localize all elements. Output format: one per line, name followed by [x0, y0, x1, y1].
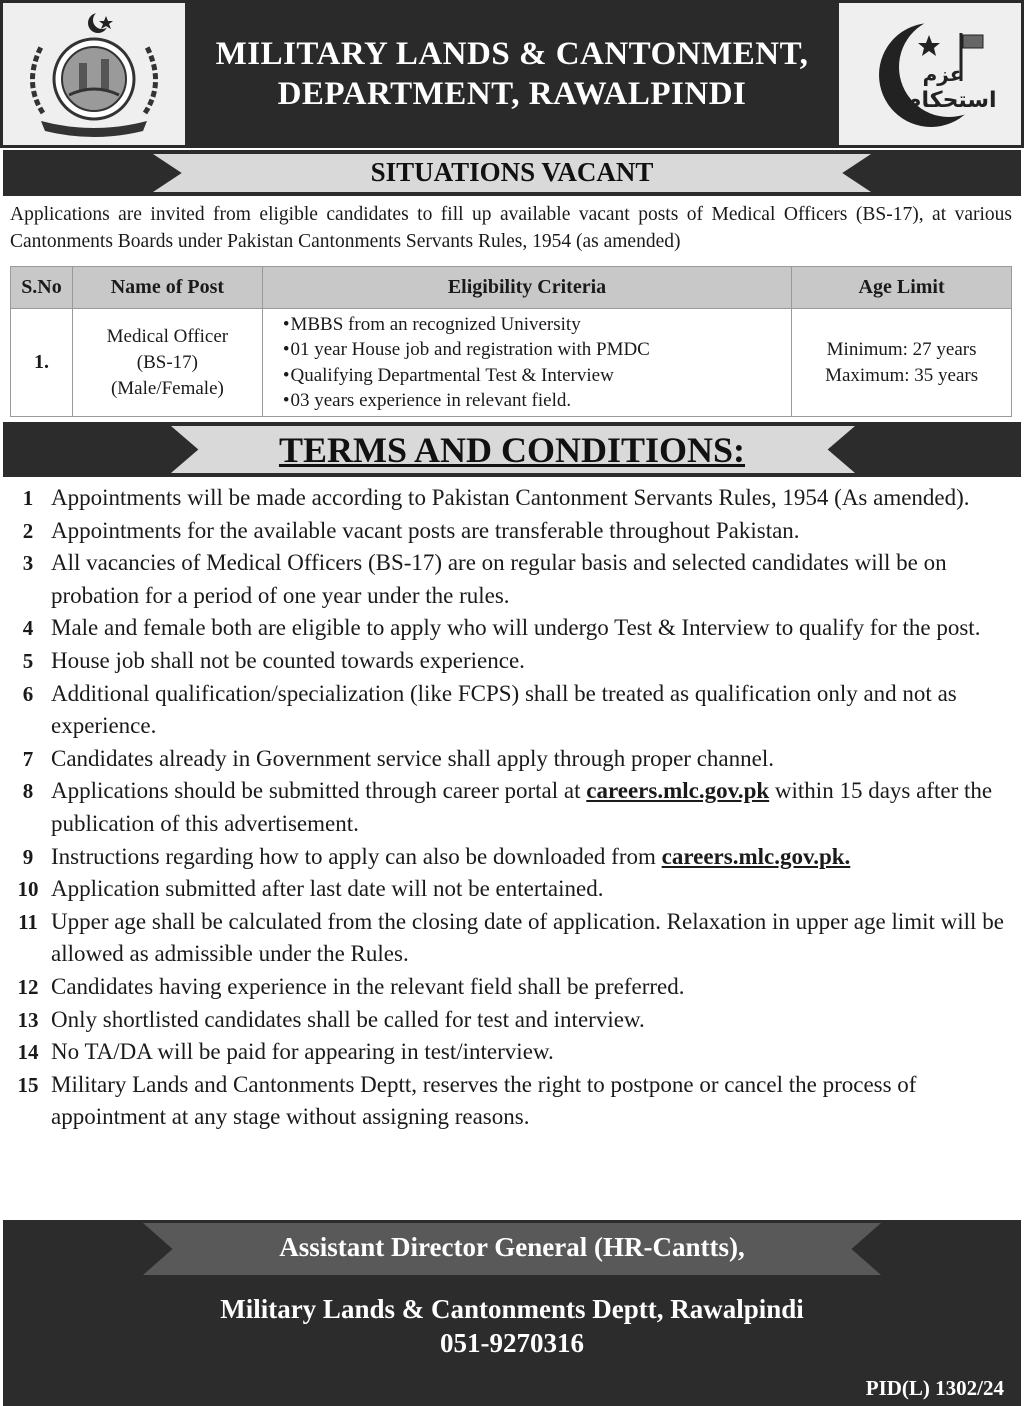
- list-item: [5, 1069, 1019, 1134]
- eligibility-item: • 01 year House job and registration with PMDC: [283, 337, 791, 363]
- term-text: No TA/DA will be paid for appearing in test/interview.: [51, 1039, 554, 1065]
- term-text: Candidates having experience in the relevant field shall be preferred.: [51, 973, 685, 999]
- cell-post: [72, 309, 262, 417]
- list-item: [5, 1036, 1019, 1069]
- pid-reference: PID(L) 1302/24: [865, 1376, 1004, 1400]
- term-number: 13: [17, 1007, 39, 1032]
- term-number: 5: [22, 648, 34, 673]
- terms-band: [3, 422, 1021, 477]
- term-text: Candidates already in Government service shall apply through proper channel.: [51, 745, 774, 771]
- table-row: [11, 309, 1012, 417]
- list-item: [5, 775, 1019, 840]
- term-number: 8: [22, 779, 34, 804]
- list-item: [5, 971, 1019, 1004]
- organization-name: Military Lands & Cantonments Deptt, Rawalpindi: [220, 1294, 804, 1324]
- header-banner: [0, 0, 1024, 148]
- age-min: Minimum: 27 years: [826, 338, 977, 360]
- cell-eligibility: [262, 309, 791, 417]
- eligibility-item: • 03 years experience in relevant field.: [283, 388, 791, 414]
- term-text: [51, 841, 1019, 874]
- emblem-icon: [3, 3, 185, 145]
- term-text: House job shall not be counted towards experience.: [51, 647, 525, 673]
- term-number: 7: [22, 746, 34, 771]
- term-number: 14: [17, 1040, 39, 1065]
- term-number: 10: [17, 877, 39, 902]
- term-text: Only shortlisted candidates shall be called for test and interview.: [51, 1006, 645, 1032]
- term-number: 1: [22, 486, 34, 510]
- term-text-before: Instructions regarding how to apply can also be downloaded from: [51, 843, 662, 869]
- term-text: Military Lands and Cantonments Deptt, reserves the right to postpone or cancel the process of appointment at any stage without assigning reasons.: [51, 1071, 917, 1130]
- table-header-row: [11, 267, 1012, 309]
- term-text: Appointments for the available vacant posts are transferable throughout Pakistan.: [51, 517, 800, 543]
- col-header-post: Name of Post: [72, 267, 262, 309]
- term-text-before: Applications should be submitted through career portal at: [51, 778, 587, 804]
- post-line: (BS-17): [136, 351, 198, 373]
- list-item: [5, 743, 1019, 776]
- list-item: [5, 906, 1019, 971]
- page-title: [190, 34, 834, 114]
- section-title: SITUATIONS VACANT: [370, 157, 654, 187]
- list-item: [5, 482, 1019, 515]
- term-text: Appointments will be made according to Pakistan Cantonment Servants Rules, 1954 (As amended).: [51, 485, 970, 510]
- col-header-age: Age Limit: [792, 267, 1012, 309]
- list-item: [5, 645, 1019, 678]
- terms-title: TERMS AND CONDITIONS:: [278, 430, 746, 470]
- term-text: [51, 775, 1019, 840]
- vacancy-table: [10, 266, 1012, 417]
- post-line: Medical Officer: [106, 325, 229, 347]
- term-text: Application submitted after last date will not be entertained.: [51, 876, 604, 902]
- term-number: 4: [22, 616, 34, 641]
- term-number: 3: [22, 551, 34, 576]
- title-line-1: MILITARY LANDS & CANTONMENT,: [215, 36, 809, 72]
- list-item: [5, 873, 1019, 906]
- term-text: Upper age shall be calculated from the closing date of application. Relaxation in upper age limit will be allowed as admissible under the Rules.: [51, 908, 1004, 967]
- term-text: Additional qualification/specialization (like FCPS) shall be treated as qualification only and not as experience.: [51, 680, 957, 739]
- term-number: 11: [18, 909, 38, 934]
- title-line-2: DEPARTMENT, RAWALPINDI: [277, 76, 747, 112]
- term-text: Male and female both are eligible to apply who will undergo Test & Interview to qualify for the post.: [51, 615, 981, 641]
- careers-portal-link[interactable]: careers.mlc.gov.pk.: [661, 843, 851, 869]
- term-text-after: within 15 days after the publication of this advertisement.: [51, 778, 993, 836]
- cantonment-board-emblem: [3, 3, 185, 145]
- term-text: All vacancies of Medical Officers (BS-17) are on regular basis and selected candidates will be on probation for a period of one year under the rules.: [51, 550, 947, 608]
- term-number: 15: [17, 1072, 39, 1097]
- azm-e-istehkam-logo: [839, 3, 1021, 145]
- situations-vacant-band: [3, 150, 1021, 196]
- signatory: Assistant Director General (HR-Cantts),: [279, 1232, 745, 1262]
- list-item: [5, 612, 1019, 645]
- list-item: [5, 678, 1019, 743]
- age-max: Maximum: 35 years: [825, 364, 979, 386]
- post-line: (Male/Female): [110, 377, 224, 399]
- list-item: [5, 841, 1019, 874]
- cell-age-limit: [792, 309, 1012, 417]
- eligibility-item: • Qualifying Departmental Test & Interview: [283, 363, 791, 389]
- svg-text:عزم: عزم: [922, 62, 964, 86]
- list-item: [5, 547, 1019, 612]
- phone-number: 051-9270316: [440, 1328, 584, 1358]
- intro-paragraph: Applications are invited from eligible candidates to fill up available vacant posts of Medical Officers (BS-17), at various Cantonments Boards under Pakistan Cantonments Servants Rules, 1954 (as amended): [10, 204, 1012, 252]
- term-number: 2: [22, 518, 34, 543]
- eligibility-item: • MBBS from an recognized University: [283, 312, 791, 338]
- term-number: 9: [22, 844, 34, 869]
- list-item: [5, 515, 1019, 548]
- term-number: 6: [22, 681, 34, 706]
- crescent-flag-icon: [839, 3, 1021, 145]
- svg-text:استحکام: استحکام: [905, 88, 997, 113]
- list-item: [5, 1004, 1019, 1037]
- col-header-sno: S.No: [11, 267, 73, 309]
- careers-portal-link[interactable]: careers.mlc.gov.pk: [586, 778, 770, 804]
- term-number: 12: [17, 974, 39, 999]
- terms-list: [5, 482, 1019, 1134]
- cell-sno: 1.: [11, 309, 73, 417]
- col-header-eligibility: Eligibility Criteria: [262, 267, 791, 309]
